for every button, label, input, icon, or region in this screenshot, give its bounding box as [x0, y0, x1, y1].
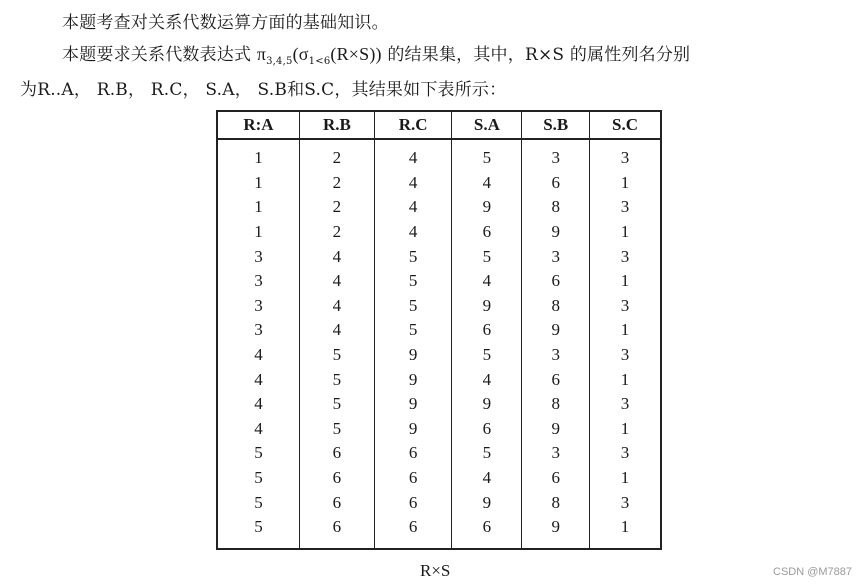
table-cell: 6 — [374, 515, 451, 549]
selection-symbol: (σ — [292, 44, 309, 64]
table-cell: 5 — [452, 441, 522, 466]
table-cell: 5 — [299, 417, 374, 442]
table-cell: 6 — [522, 367, 590, 392]
table-row — [217, 220, 661, 245]
table-cell: 5 — [299, 392, 374, 417]
column-header: S.C — [590, 111, 661, 139]
product-expression: (R×S)) — [330, 44, 382, 64]
table-cell: 9 — [374, 392, 451, 417]
table-cell: 9 — [522, 515, 590, 549]
projection-symbol: π — [256, 44, 267, 64]
table-cell: 6 — [452, 515, 522, 549]
table-cell: 5 — [374, 269, 451, 294]
table-cell: 1 — [590, 269, 661, 294]
table-cell: 1 — [217, 220, 299, 245]
column-header: R.B — [299, 111, 374, 139]
table-cell: 5 — [217, 441, 299, 466]
table-cell: 4 — [217, 343, 299, 368]
table-cell: 6 — [522, 269, 590, 294]
table-row — [217, 466, 661, 491]
table-row — [217, 171, 661, 196]
table-body — [217, 139, 661, 549]
table-cell: 8 — [522, 490, 590, 515]
table-cell: 1 — [217, 171, 299, 196]
table-row — [217, 318, 661, 343]
table-cell: 8 — [522, 392, 590, 417]
table-cell: 6 — [522, 171, 590, 196]
table-row — [217, 244, 661, 269]
column-header: R.C — [374, 111, 451, 139]
table-cell: 6 — [452, 220, 522, 245]
table-row — [217, 343, 661, 368]
table-cell: 6 — [522, 466, 590, 491]
table-cell: 8 — [522, 294, 590, 319]
table-cell: 4 — [217, 417, 299, 442]
table-cell: 3 — [590, 139, 661, 171]
table-row — [217, 139, 661, 171]
question-prefix: 本题要求关系代数表达式 — [62, 45, 257, 65]
table-cell: 8 — [522, 195, 590, 220]
table-cell: 9 — [452, 392, 522, 417]
question-text — [62, 40, 690, 67]
table-cell: 9 — [452, 294, 522, 319]
table-row — [217, 195, 661, 220]
watermark: CSDN @M7887 — [773, 566, 853, 578]
table-cell: 3 — [217, 294, 299, 319]
selection-subscript: 1<6 — [308, 56, 331, 67]
table-cell: 5 — [299, 343, 374, 368]
table-cell: 6 — [374, 490, 451, 515]
table-cell: 5 — [374, 294, 451, 319]
column-header: S.A — [452, 111, 522, 139]
table-cell: 9 — [452, 490, 522, 515]
table-cell: 5 — [217, 490, 299, 515]
table-cell: 1 — [217, 139, 299, 171]
table-row — [217, 417, 661, 442]
table-cell: 3 — [217, 269, 299, 294]
attribute-list-text: 为R..A， R.B， R.C， S.A， S.B和S.C，其结果如下表所示： — [20, 80, 507, 100]
column-header: R:A — [217, 111, 299, 139]
table-cell: 6 — [452, 417, 522, 442]
table-cell: 3 — [217, 244, 299, 269]
table-cell: 1 — [590, 466, 661, 491]
table-cell: 2 — [299, 139, 374, 171]
table-cell: 3 — [590, 244, 661, 269]
table-cell: 3 — [590, 441, 661, 466]
table-cell: 4 — [374, 195, 451, 220]
table-cell: 6 — [452, 318, 522, 343]
table-cell: 6 — [299, 441, 374, 466]
table-cell: 4 — [452, 269, 522, 294]
table-cell: 1 — [590, 220, 661, 245]
table-cell: 6 — [299, 466, 374, 491]
table-cell: 3 — [522, 244, 590, 269]
table-cell: 6 — [374, 441, 451, 466]
table-cell: 4 — [452, 171, 522, 196]
table-cell: 5 — [374, 318, 451, 343]
table-cell: 9 — [522, 318, 590, 343]
table-row — [217, 367, 661, 392]
table-cell: 4 — [217, 392, 299, 417]
table-cell: 4 — [299, 244, 374, 269]
table-cell: 5 — [452, 244, 522, 269]
table-cell: 9 — [374, 367, 451, 392]
table-cell: 2 — [299, 171, 374, 196]
table-row — [217, 294, 661, 319]
table-cell: 4 — [299, 318, 374, 343]
table-row — [217, 269, 661, 294]
table-cell: 1 — [590, 171, 661, 196]
cartesian-product-table — [216, 110, 662, 550]
table-cell: 1 — [590, 318, 661, 343]
table-cell: 3 — [590, 195, 661, 220]
table-cell: 4 — [374, 139, 451, 171]
table-cell: 1 — [590, 515, 661, 549]
intro-text: 本题考查对关系代数运算方面的基础知识。 — [62, 13, 389, 33]
table-cell: 1 — [590, 417, 661, 442]
table-cell: 2 — [299, 220, 374, 245]
table-cell: 3 — [217, 318, 299, 343]
table-cell: 4 — [299, 269, 374, 294]
table-cell: 9 — [374, 417, 451, 442]
table-cell: 3 — [590, 490, 661, 515]
table-cell: 9 — [522, 417, 590, 442]
table-cell: 4 — [217, 367, 299, 392]
table-cell: 4 — [374, 171, 451, 196]
table-row — [217, 441, 661, 466]
question-suffix: 的结果集，其中，R×S 的属性列名分别 — [381, 45, 691, 65]
table-cell: 3 — [522, 441, 590, 466]
table-cell: 9 — [522, 220, 590, 245]
table-cell: 6 — [374, 466, 451, 491]
table-header-row — [217, 111, 661, 139]
table-row — [217, 392, 661, 417]
table-cell: 1 — [590, 367, 661, 392]
table-cell: 3 — [590, 294, 661, 319]
column-header: S.B — [522, 111, 590, 139]
table-row — [217, 515, 661, 549]
table-cell: 5 — [452, 139, 522, 171]
table-cell: 9 — [374, 343, 451, 368]
table-cell: 5 — [299, 367, 374, 392]
table-cell: 4 — [452, 466, 522, 491]
table-cell: 5 — [217, 466, 299, 491]
table-cell: 3 — [522, 343, 590, 368]
table-cell: 6 — [299, 515, 374, 549]
table-cell: 6 — [299, 490, 374, 515]
table-cell: 4 — [374, 220, 451, 245]
table-cell: 3 — [590, 392, 661, 417]
table-cell: 5 — [452, 343, 522, 368]
table-cell: 1 — [217, 195, 299, 220]
table-cell: 3 — [522, 139, 590, 171]
table-cell: 5 — [217, 515, 299, 549]
table-cell: 4 — [452, 367, 522, 392]
table-cell: 2 — [299, 195, 374, 220]
table-caption: R×S — [420, 561, 451, 580]
table-cell: 4 — [299, 294, 374, 319]
table-cell: 9 — [452, 195, 522, 220]
table-row — [217, 490, 661, 515]
table-cell: 5 — [374, 244, 451, 269]
projection-subscript: 3,4,5 — [266, 56, 293, 67]
table-cell: 3 — [590, 343, 661, 368]
